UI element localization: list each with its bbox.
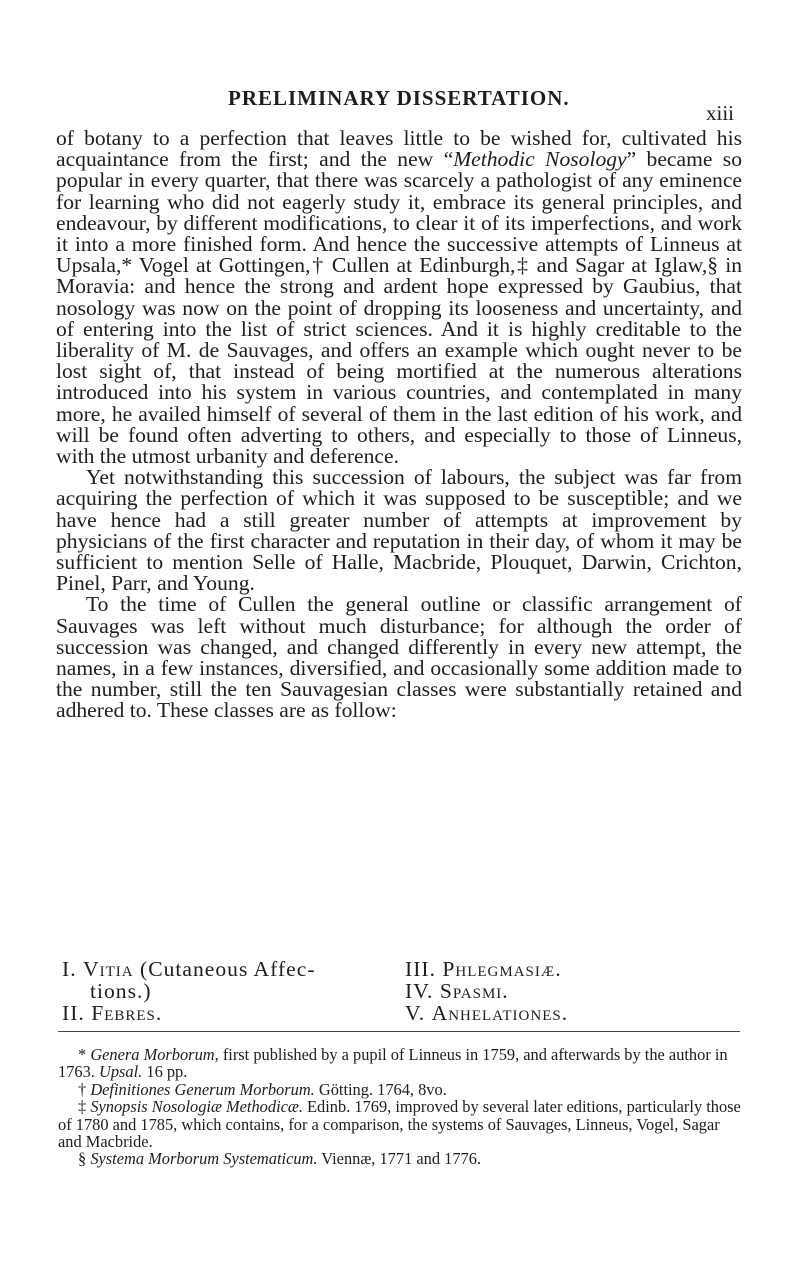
class-name: Phlegmasiæ. xyxy=(442,957,562,981)
class-list-column-1 xyxy=(62,958,362,1024)
footnote-4 xyxy=(58,1150,742,1167)
footnote-3 xyxy=(58,1098,742,1150)
class-entry-1 xyxy=(62,958,362,980)
page-number: xiii xyxy=(706,101,735,125)
footnote-mark: * xyxy=(78,1045,87,1064)
footnote-title: Systema Morborum Systematicum. xyxy=(90,1149,318,1169)
methodic-nosology-title: Methodic Nosology xyxy=(453,147,627,172)
footnote-place: Upsal. xyxy=(99,1062,143,1082)
class-description: (Cutaneous Affec- xyxy=(140,957,316,981)
class-number: II. xyxy=(62,1001,85,1025)
footnote-title: Synopsis Nosologiæ Methodicæ. xyxy=(90,1097,303,1117)
footnote-mark: ‡ xyxy=(78,1097,87,1117)
class-name: Vitia xyxy=(83,957,134,981)
main-text xyxy=(56,128,742,722)
paragraph-1 xyxy=(56,128,742,467)
footnote-text: Götting. 1764, 8vo. xyxy=(318,1079,447,1099)
class-entry-3 xyxy=(405,958,742,980)
footnote-2 xyxy=(58,1081,742,1098)
paragraph-1-text-b: ” became so popular in every quarter, that there was scarcely a pathologist of any eminence for learning who did not eagerly study it, embrace its general principles, and endeavour, by different modifications, to clear it of its imperfections, and work it into a more finished form. And hence the successive attempts of Linneus at Upsala,* Vogel at Gottingen,† Cullen at Edinburgh,‡ and Sagar at Iglaw,§ in Moravia: and hence the strong and ardent hope expressed by Gaubius, that nosology was now on the point of dropping its looseness and uncertainty, and of entering into the list of strict sciences. And it is highly creditable to the liberality of M. de Sauvages, and offers an example which ought never to be lost sight of, that instead of being mortified at the numerous alterations introduced into his system in various countries, and contemplated in many more, he availed himself of several of them in the last edition of his work, and will be found often adverting to others, and especially to those of Linneus, with the utmost urbanity and deference. xyxy=(56,147,742,469)
paragraph-2: Yet notwithstanding this succession of labours, the subject was far from acquiring the perfection of which it was supposed to be susceptible; and we have hence had a still greater number of attempts at improvement by physicians of the first character and reputation in their day, of whom it may be sufficient to mention Selle of Halle, Macbride, Plouquet, Darwin, Crichton, Pinel, Parr, and Young. xyxy=(56,465,742,596)
footnote-mark: § xyxy=(78,1149,87,1169)
paragraph-1-text-a: of botany to a perfection that leaves little to be wished for, cultivated his acquaintance from the first; and the new “ xyxy=(56,126,742,172)
class-list-column-2 xyxy=(405,958,742,1024)
footnote-title: Definitiones Generum Morborum. xyxy=(90,1079,315,1099)
footnote-1 xyxy=(58,1046,742,1081)
paragraph-3: To the time of Cullen the general outline or classific arrangement of Sauvages was left without much disturbance; for although the order of succession was changed, and changed differently in every new attempt, the names, in a few instances, diversified, and occasionally some addition made to the number, still the ten Sauvagesian classes were substantially retained and adhered to. These classes are as follow: xyxy=(56,592,742,723)
footnote-divider xyxy=(58,1031,740,1032)
footnotes xyxy=(58,1046,742,1168)
class-description-continued: tions.) xyxy=(90,979,152,1003)
class-number: V. xyxy=(405,1001,426,1025)
class-number: III. xyxy=(405,957,436,981)
class-name: Febres. xyxy=(91,1001,163,1025)
footnote-text: Viennæ, 1771 and 1776. xyxy=(321,1149,482,1169)
class-entry-2 xyxy=(62,1002,362,1024)
class-number: IV. xyxy=(405,979,434,1003)
class-entry-4 xyxy=(405,980,742,1002)
footnote-title: Genera Morborum, xyxy=(90,1045,219,1064)
class-entry-1-continued xyxy=(62,980,362,1002)
class-name: Anhelationes. xyxy=(431,1001,569,1025)
running-title: PRELIMINARY DISSERTATION. xyxy=(228,86,570,110)
class-entry-5 xyxy=(405,1002,742,1024)
class-number: I. xyxy=(62,957,77,981)
class-name: Spasmi. xyxy=(439,979,509,1003)
footnote-text: first published by a pupil of Linneus in 1759, and afterwards by the author in 1763. xyxy=(58,1045,728,1082)
footnote-pages: 16 pp. xyxy=(146,1062,188,1082)
footnote-text: Edinb. 1769, improved by several later editions, particularly those of 1780 and 1785, which contains, for a comparison, the systems of Sauvages, Linneus, Vogel, Sagar and Macbride. xyxy=(58,1097,741,1152)
footnote-mark: † xyxy=(78,1079,87,1099)
